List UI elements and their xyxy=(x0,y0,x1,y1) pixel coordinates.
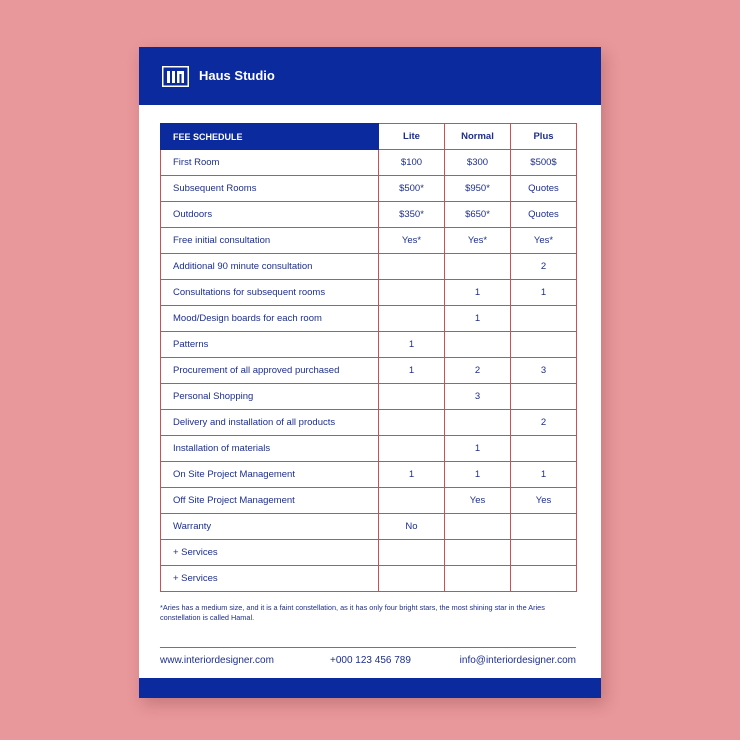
table-row xyxy=(161,436,577,462)
table-row xyxy=(161,150,577,176)
table-row xyxy=(161,228,577,254)
fee-schedule-sheet xyxy=(139,47,601,698)
table-row xyxy=(161,176,577,202)
tier-normal-cell xyxy=(445,332,511,358)
service-name-cell: Mood/Design boards for each room xyxy=(161,306,379,332)
tier-plus-cell xyxy=(511,306,577,332)
service-name-cell: Subsequent Rooms xyxy=(161,176,379,202)
footer-bar xyxy=(139,678,601,698)
tier-lite-cell xyxy=(379,436,445,462)
table-row xyxy=(161,254,577,280)
header-bar xyxy=(139,47,601,105)
tier-normal-cell: $950* xyxy=(445,176,511,202)
service-name-cell: Consultations for subsequent rooms xyxy=(161,280,379,306)
tier-plus-cell xyxy=(511,436,577,462)
tier-lite-cell: 1 xyxy=(379,462,445,488)
tier-normal-cell: 1 xyxy=(445,462,511,488)
tier-lite-cell xyxy=(379,384,445,410)
tier-lite-cell: 1 xyxy=(379,332,445,358)
tier-lite-cell: $350* xyxy=(379,202,445,228)
tier-plus-cell xyxy=(511,384,577,410)
tier-normal-cell: Yes* xyxy=(445,228,511,254)
table-row xyxy=(161,514,577,540)
column-header-lite: Lite xyxy=(379,124,445,150)
tier-plus-cell: 1 xyxy=(511,462,577,488)
tier-normal-cell xyxy=(445,540,511,566)
tier-plus-cell: $500$ xyxy=(511,150,577,176)
tier-normal-cell xyxy=(445,566,511,592)
table-row xyxy=(161,384,577,410)
footer-phone: +000 123 456 789 xyxy=(330,655,411,666)
table-row xyxy=(161,202,577,228)
tier-lite-cell: 1 xyxy=(379,358,445,384)
service-name-cell: Procurement of all approved purchased xyxy=(161,358,379,384)
table-row xyxy=(161,306,577,332)
tier-lite-cell xyxy=(379,488,445,514)
service-name-cell: + Services xyxy=(161,540,379,566)
service-name-cell: Delivery and installation of all products xyxy=(161,410,379,436)
service-name-cell: Additional 90 minute consultation xyxy=(161,254,379,280)
tier-lite-cell xyxy=(379,254,445,280)
table-row xyxy=(161,358,577,384)
tier-normal-cell: 1 xyxy=(445,436,511,462)
service-name-cell: Free initial consultation xyxy=(161,228,379,254)
tier-lite-cell xyxy=(379,566,445,592)
haus-studio-logo-icon xyxy=(162,66,189,87)
tier-normal-cell: 1 xyxy=(445,280,511,306)
tier-normal-cell: Yes xyxy=(445,488,511,514)
column-header-normal: Normal xyxy=(445,124,511,150)
column-header-plus: Plus xyxy=(511,124,577,150)
service-name-cell: Patterns xyxy=(161,332,379,358)
tier-lite-cell xyxy=(379,306,445,332)
table-row xyxy=(161,462,577,488)
tier-plus-cell: 2 xyxy=(511,254,577,280)
tier-lite-cell xyxy=(379,540,445,566)
column-header-fee-schedule: FEE SCHEDULE xyxy=(161,124,379,150)
tier-lite-cell: Yes* xyxy=(379,228,445,254)
service-name-cell: Installation of materials xyxy=(161,436,379,462)
tier-lite-cell xyxy=(379,410,445,436)
service-name-cell: Off Site Project Management xyxy=(161,488,379,514)
service-name-cell: Outdoors xyxy=(161,202,379,228)
tier-lite-cell xyxy=(379,280,445,306)
tier-normal-cell: 1 xyxy=(445,306,511,332)
service-name-cell: First Room xyxy=(161,150,379,176)
tier-plus-cell: 1 xyxy=(511,280,577,306)
table-row xyxy=(161,280,577,306)
tier-lite-cell: $100 xyxy=(379,150,445,176)
tier-normal-cell xyxy=(445,410,511,436)
tier-plus-cell: Yes* xyxy=(511,228,577,254)
table-row xyxy=(161,410,577,436)
service-name-cell: Warranty xyxy=(161,514,379,540)
tier-normal-cell: 3 xyxy=(445,384,511,410)
tier-plus-cell: Yes xyxy=(511,488,577,514)
table-row xyxy=(161,566,577,592)
tier-plus-cell xyxy=(511,566,577,592)
footer-divider xyxy=(160,647,576,648)
footnote: *Aries has a medium size, and it is a faint constellation, as it has only four bright stars, the most shining star in the Aries constellation is called Hamal. xyxy=(160,603,545,622)
tier-normal-cell: 2 xyxy=(445,358,511,384)
tier-normal-cell xyxy=(445,254,511,280)
table-row xyxy=(161,540,577,566)
tier-normal-cell: $650* xyxy=(445,202,511,228)
service-name-cell: + Services xyxy=(161,566,379,592)
brand-name: Haus Studio xyxy=(199,68,275,83)
tier-plus-cell xyxy=(511,540,577,566)
tier-plus-cell: Quotes xyxy=(511,176,577,202)
tier-lite-cell: No xyxy=(379,514,445,540)
service-name-cell: On Site Project Management xyxy=(161,462,379,488)
table-row xyxy=(161,488,577,514)
table-row xyxy=(161,332,577,358)
tier-plus-cell: Quotes xyxy=(511,202,577,228)
tier-lite-cell: $500* xyxy=(379,176,445,202)
tier-plus-cell: 3 xyxy=(511,358,577,384)
tier-plus-cell: 2 xyxy=(511,410,577,436)
footer-email: info@interiordesigner.com xyxy=(459,655,576,666)
footer-website: www.interiordesigner.com xyxy=(160,655,274,666)
fee-schedule-table xyxy=(160,123,577,592)
tier-plus-cell xyxy=(511,514,577,540)
tier-normal-cell: $300 xyxy=(445,150,511,176)
table-header-row xyxy=(161,124,577,150)
service-name-cell: Personal Shopping xyxy=(161,384,379,410)
tier-normal-cell xyxy=(445,514,511,540)
tier-plus-cell xyxy=(511,332,577,358)
